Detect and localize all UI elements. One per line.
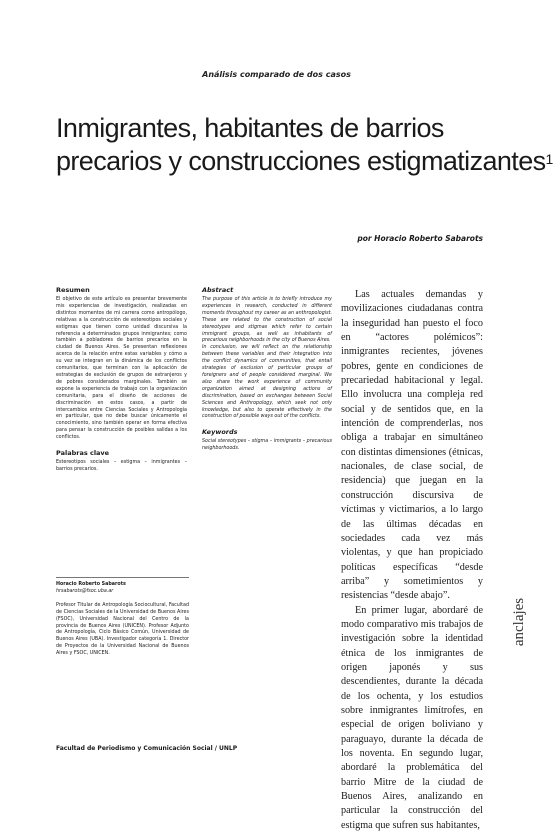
title-footnote-mark[interactable]: 1 bbox=[545, 151, 553, 167]
resumen-text: El objetivo de este artículo es presentar brevemente mis experiencias de investigación, realizadas en distintos momentos de mi carrera como antropólogo, relativas a la construcción de estereotipos sociales y estigmas que tienen como unidad discursiva la referencia a determinados grupos inmigrantes; como también a pobladores de barrios precarios en la ciudad de Buenos Aires. Se presentan reflexiones acerca de la relación entre estas variables y cómo a su vez se integran en la dinámica de los conflictos comunitarios, que terminan con la aplicación de estrategias de exclusión de grupos de extranjeros y de pobres considerados marginales. También se expone la experiencia de trabajo con la organización comunitaria, para el diseño de acciones de discriminación en estos casos, a partir de intercambios entre Ciencias Sociales y Antropología en particular, que no debe buscar únicamente el conocimiento, sino también operar en forma efectiva para pensar la construcción de posibles salidas a los conflictos. bbox=[56, 297, 187, 441]
section-side-tag: anclajes bbox=[511, 597, 527, 647]
bio-details: Profesor Titular de Antropología Sociocultural, Facultad de Ciencias Sociales de la Universidad de Buenos Aires (FSOC), Universidad Nacional del Centro de la provincia de Buenos Aires (UNICEN). Profesor Adjunto de Antropología, Ciclo Básico Común, Universidad de Buenos Aires (UBA). Investigador categoría 1. Director de Proyectos de la Universidad Nacional de Buenos Aires y FSOC, UNICEN. bbox=[56, 602, 189, 657]
palabras-clave-text: Estereotipos sociales – estigma – inmigrantes – barrios precarios. bbox=[56, 460, 187, 472]
abstract-text-2: In conclusion, we will reflect on the relationship between these variables and their integration into the conflict dynamics of communities, that entail strategies of exclusion of particular groups of foreigners and of people considered marginal. We also share the work experience of community organization aimed at designing actions of discrimination, based on exchanges between Social Sciences and Anthropology, which seek not only knowledge, but also to operate effectively in the construction of possible ways out of the conflicts. bbox=[202, 345, 332, 420]
palabras-clave-heading: Palabras clave bbox=[56, 449, 110, 458]
author-byline: por Horacio Roberto Sabarots bbox=[357, 234, 483, 243]
section-kicker: Análisis comparado de dos casos bbox=[202, 70, 351, 79]
body-paragraph-1: Las actuales demandas y movilizaciones ciudadanas contra la inseguridad han puesto el foco en “actores polémicos”: inmigrantes recientes, jóvenes pobres, gente en condiciones de precariedad habitacional y legal. Ello involucra una compleja red social y de sentidos que, en la intención de comprenderlas, nos obliga a trabajar en simultáneo con distintas dimensiones (étnicas, nacionales, de clase social, de residencia) que juegan en la construcción discursiva de víctimas y victimarios, a lo largo de las últimas décadas en sociedades cada vez más violentas, y que han propiciado políticas específicas “desde arriba” y sometimientos y resistencias “desde abajo”. bbox=[341, 289, 483, 602]
abstract-column bbox=[202, 286, 332, 453]
title-line-2 bbox=[56, 145, 553, 178]
body-column bbox=[341, 288, 483, 833]
bio-email[interactable]: hrsabarots@fsoc.uba.ar bbox=[56, 588, 114, 594]
abstract-text-1: The purpose of this article is to briefly introduce my experiences in research, conducted in different moments throughout my career as an anthropologist. These are related to the construction of social stereotypes and stigmas which refer to certain immigrant groups, as well as inhabitants of precarious neighborhoods in the city of Buenos Aires. bbox=[202, 297, 332, 344]
keywords-text: Social stereotypes – stigma – immigrants – precarious neighborhoods. bbox=[202, 439, 332, 452]
title-line-1: Inmigrantes, habitantes de barrios bbox=[56, 113, 444, 143]
body-paragraph-2: En primer lugar, abordaré de modo comparativo mis trabajos de investigación sobre la identidad étnica de los inmigrantes de origen japonés y sus descendientes, durante la década de los ochenta, y los estudios sobre inmigrantes limítrofes, en especial de origen boliviano y paraguayo, durante la década de los noventa. En segundo lugar, abordaré la problemática del barrio Mitre de la ciudad de Buenos Aires, analizando en particular la construcción del estigma que sufren sus habitantes, bbox=[341, 604, 483, 831]
abstract-heading: Abstract bbox=[202, 286, 234, 294]
page-footer: Facultad de Periodismo y Comunicación Social / UNLP bbox=[56, 745, 238, 752]
bio-divider bbox=[56, 577, 189, 578]
resumen-column bbox=[56, 286, 187, 474]
bio-name: Horacio Roberto Sabarots bbox=[56, 582, 126, 587]
title-line-2-text: precarios y construcciones estigmatizantes bbox=[56, 146, 546, 176]
keywords-heading: Keywords bbox=[202, 428, 238, 437]
author-bio bbox=[56, 577, 189, 658]
resumen-heading: Resumen bbox=[56, 286, 90, 294]
article-title bbox=[56, 112, 553, 178]
